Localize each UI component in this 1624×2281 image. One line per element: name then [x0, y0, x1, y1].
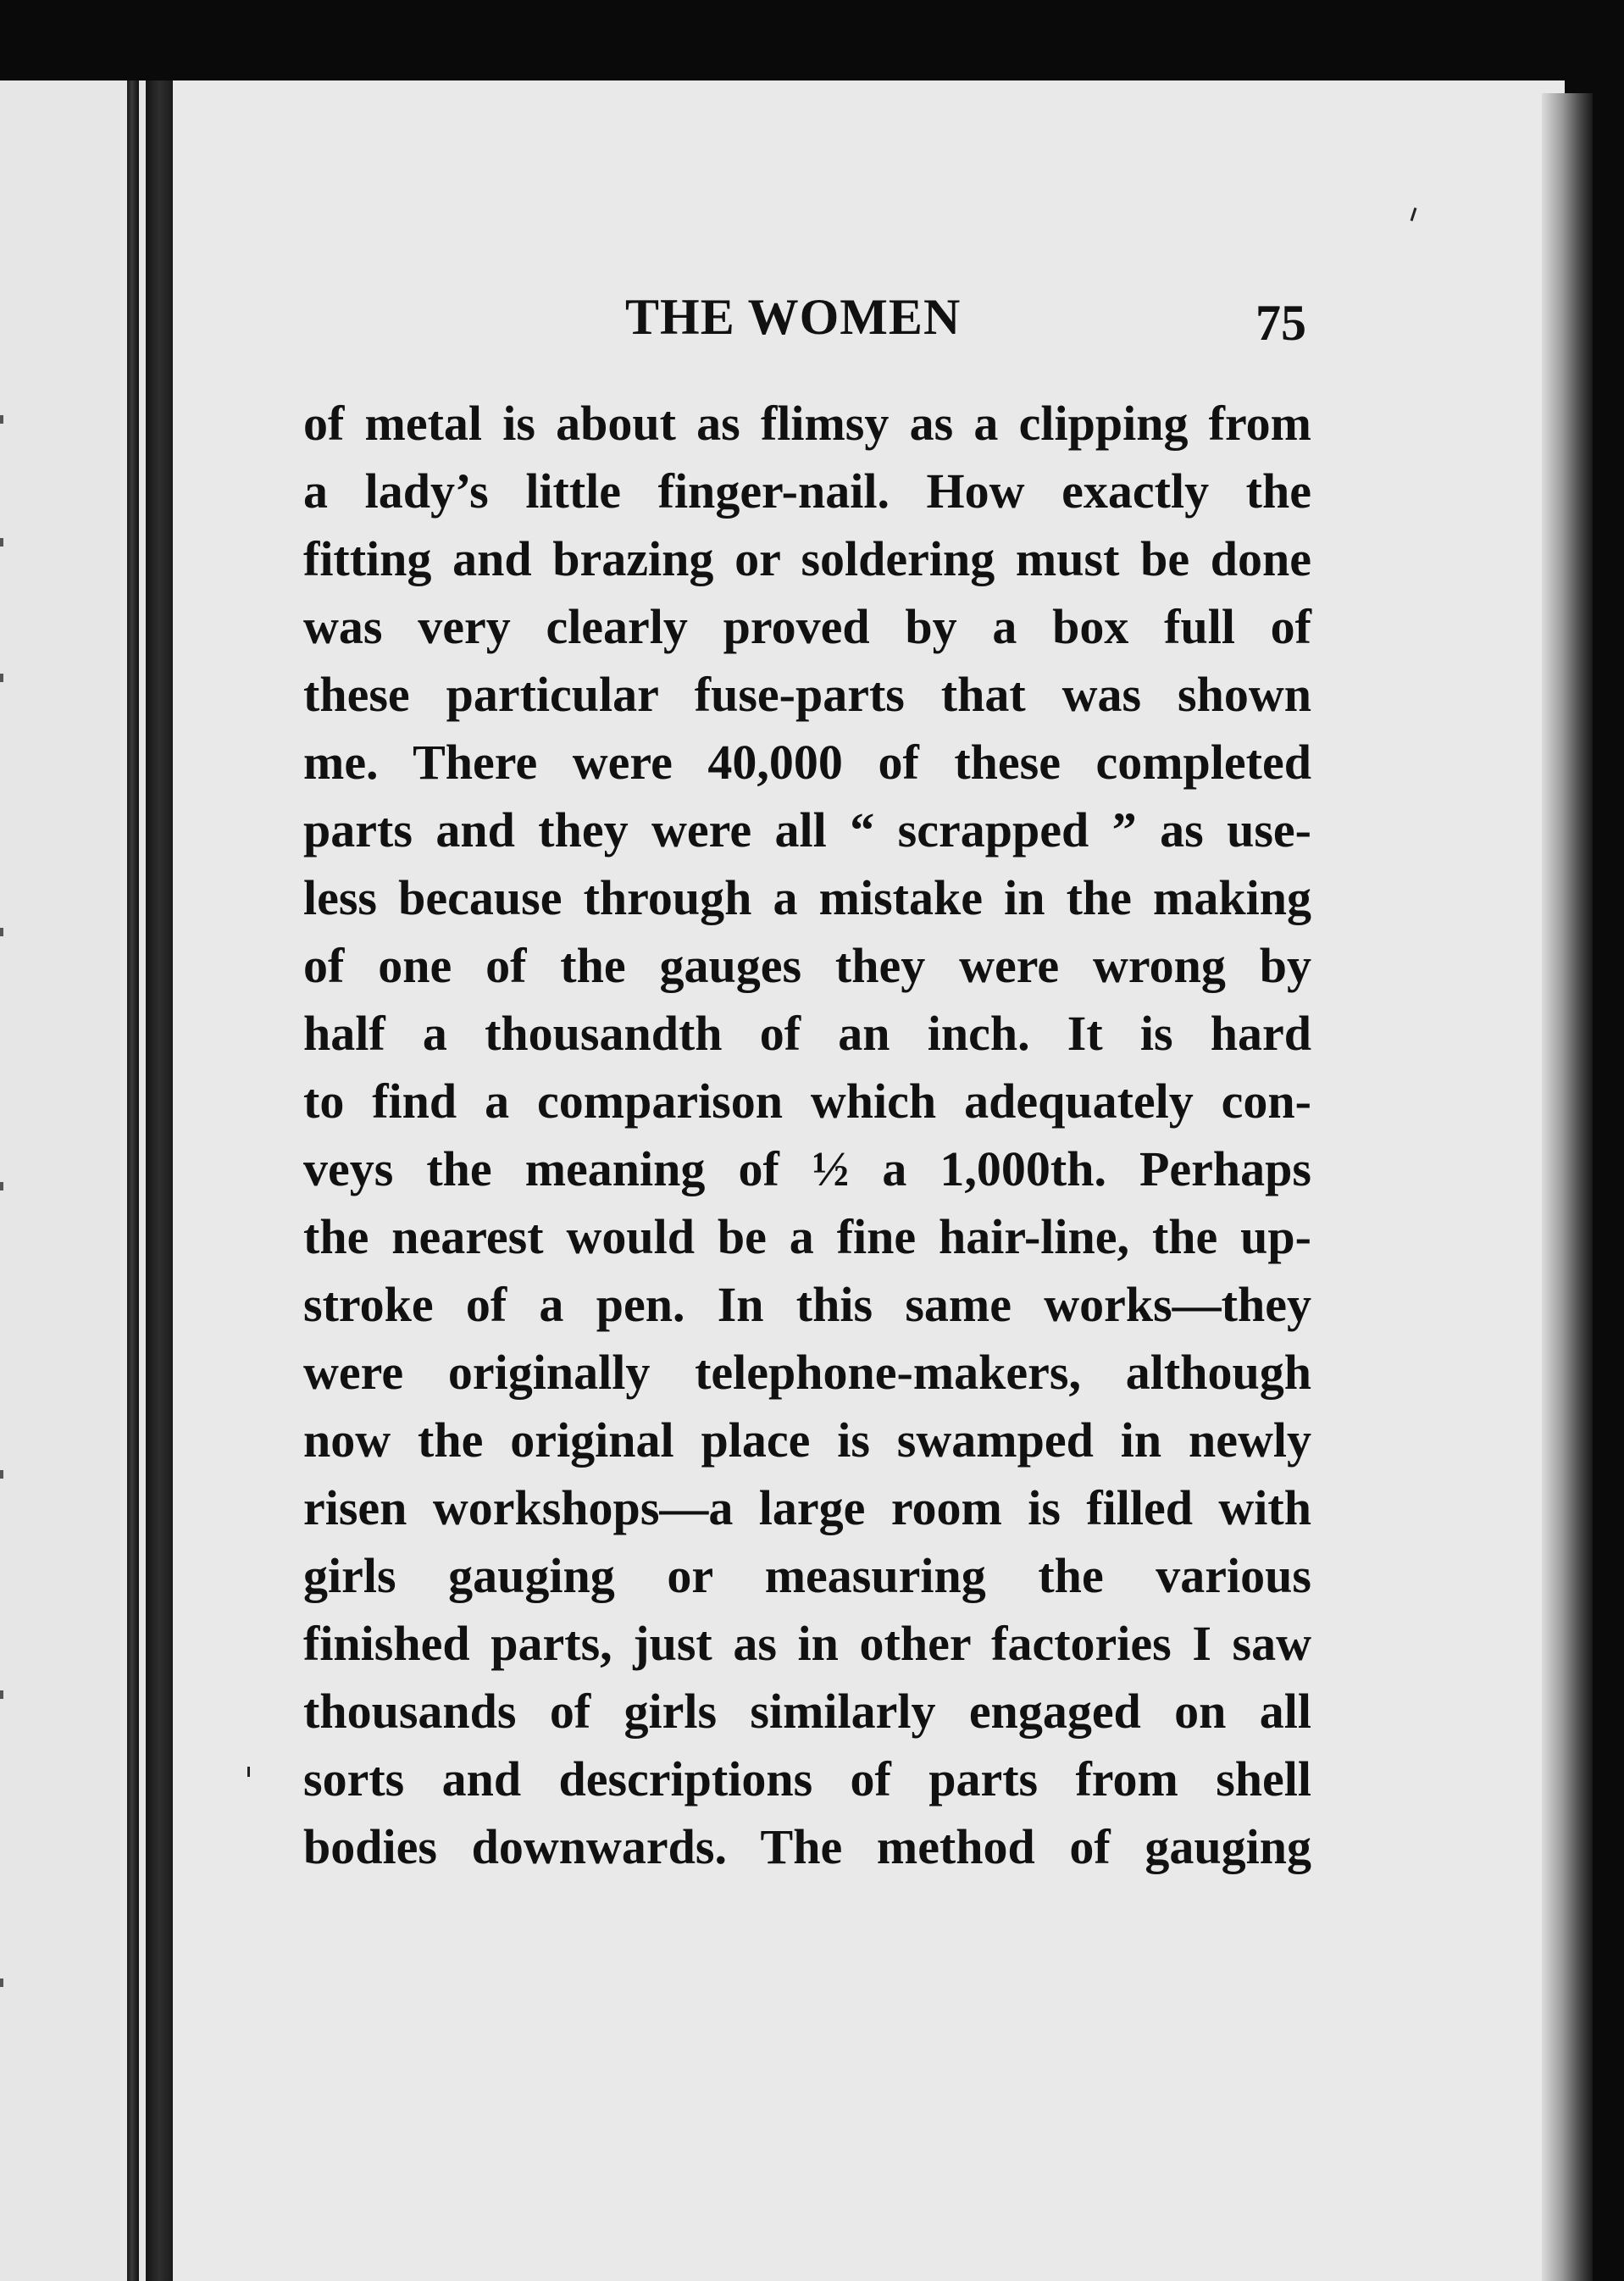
text-line: parts and they were all “ scrapped ” as use- [303, 802, 1311, 857]
left-page-binding-line [127, 80, 139, 2281]
edge-tick [0, 415, 3, 424]
text-line: now the original place is swamped in newly [303, 1412, 1311, 1468]
text-line: these particular fuse-parts that was shown [303, 667, 1311, 722]
text-line: fitting and brazing or soldering must be done [303, 531, 1311, 586]
text-line: were originally telephone-makers, although [303, 1345, 1311, 1400]
text-line: half a thousandth of an inch. It is hard [303, 1006, 1311, 1061]
edge-tick [0, 1182, 3, 1190]
edge-tick [0, 928, 3, 936]
right-page-edge [1542, 93, 1593, 2281]
text-line: sorts and descriptions of parts from shell [303, 1751, 1311, 1806]
book-gutter [146, 80, 173, 2281]
text-line: stroke of a pen. In this same works—they [303, 1277, 1311, 1332]
text-line: less because through a mistake in the making [303, 870, 1311, 925]
body-text [303, 390, 1311, 1881]
text-line: a lady’s little finger-nail. How exactly the [303, 463, 1311, 519]
running-head-title: THE WOMEN [625, 289, 962, 345]
text-line: veys the meaning of ½ a 1,000th. Perhaps [303, 1141, 1311, 1196]
scan-speck [247, 1767, 250, 1777]
text-line: of one of the gauges they were wrong by [303, 938, 1311, 993]
edge-tick [0, 1690, 3, 1699]
left-page-edge [0, 80, 146, 2281]
text-line: to find a comparison which adequately con- [303, 1074, 1311, 1129]
page-number: 75 [1255, 295, 1306, 351]
edge-tick [0, 1979, 3, 1987]
text-line: bodies downwards. The method of gauging [303, 1819, 1311, 1874]
text-line: risen workshops—a large room is filled with [303, 1480, 1311, 1535]
edge-tick [0, 538, 3, 547]
edge-tick [0, 674, 3, 682]
edge-tick [0, 1470, 3, 1479]
text-line: of metal is about as flimsy as a clipping from [303, 396, 1311, 451]
text-line: girls gauging or measuring the various [303, 1548, 1311, 1603]
text-line: was very clearly proved by a box full of [303, 599, 1311, 654]
text-line: thousands of girls similarly engaged on all [303, 1684, 1311, 1739]
text-line: me. There were 40,000 of these completed [303, 735, 1311, 790]
text-line: the nearest would be a fine hair-line, the up- [303, 1209, 1311, 1264]
text-line: finished parts, just as in other factories I saw [303, 1616, 1311, 1671]
